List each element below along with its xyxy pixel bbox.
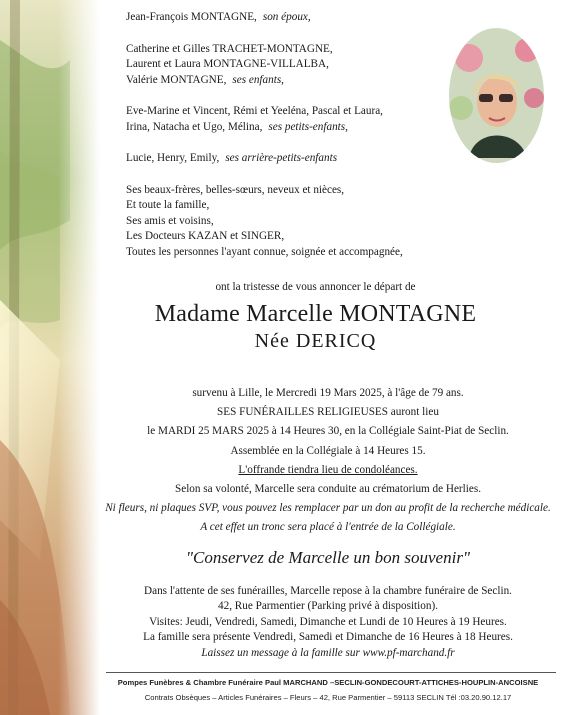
online-message-note: Laissez un message à la famille sur www.pf-marchand.fr bbox=[201, 647, 455, 659]
condolences-note: L'offrande tiendra lieu de condoléances. bbox=[238, 463, 418, 476]
announcement-intro: ont la tristesse de vous annoncer le départ de bbox=[215, 281, 416, 293]
grandchild-line: Eve-Marine et Vincent, Rémi et Yeeléna, Pascal et Laura, bbox=[126, 105, 383, 117]
grandchild-line: Irina, Natacha et Ugo, Mélina, ses petits-enfants, bbox=[126, 120, 348, 133]
spouse-line: Jean-François MONTAGNE, son époux, bbox=[126, 11, 311, 23]
memorial-quote: "Conservez de Marcelle un bon souvenir" bbox=[185, 548, 471, 567]
footer-divider bbox=[106, 672, 556, 673]
repose-line: Visites: Jeudi, Vendredi, Samedi, Dimanche et Lundi de 10 Heures à 19 Heures. bbox=[149, 615, 507, 628]
funeral-date: le MARDI 25 MARS 2025 à 14 Heures 30, en la Collégiale Saint-Piat de Seclin. bbox=[147, 425, 509, 438]
footer-company: Pompes Funèbres & Chambre Funéraire Paul MARCHAND –SECLIN-GONDECOURT-ATTICHES-HOUPLIN-ANCOISNE bbox=[117, 678, 539, 687]
relation-label: ses petits-enfants, bbox=[268, 120, 348, 133]
funeral-title: SES FUNÉRAILLES RELIGIEUSES auront lieu bbox=[217, 406, 439, 419]
child-line: Catherine et Gilles TRACHET-MONTAGNE, bbox=[126, 42, 333, 55]
repose-info bbox=[96, 584, 560, 646]
death-info: survenu à Lille, le Mercredi 19 Mars 2025, à l'âge de 79 ans. bbox=[192, 387, 464, 399]
assembly-info: Assemblée en la Collégiale à 14 Heures 15. bbox=[230, 444, 426, 457]
child-line: Laurent et Laura MONTAGNE-VILLALBA, bbox=[126, 58, 329, 70]
child-line: Valérie MONTAGNE, ses enfants, bbox=[126, 73, 284, 86]
other-family-line: Toutes les personnes l'ayant connue, soignée et accompagnée, bbox=[126, 245, 403, 258]
repose-line: La famille sera présente Vendredi, Samedi et Dimanche de 16 Heures à 18 Heures. bbox=[143, 631, 513, 644]
repose-line: 42, Rue Parmentier (Parking privé à disposition). bbox=[218, 600, 438, 613]
other-family-line: Ses beaux-frères, belles-sœurs, neveux et nièces, bbox=[126, 183, 345, 196]
repose-line: Dans l'attente de ses funérailles, Marcelle repose à la chambre funéraire de Seclin. bbox=[144, 585, 512, 597]
other-family-line: Les Docteurs KAZAN et SINGER, bbox=[126, 230, 285, 242]
no-flowers-note: Ni fleurs, ni plaques SVP, vous pouvez les remplacer par un don au profit de la recherche médicale. bbox=[105, 502, 551, 515]
portrait-photo bbox=[449, 28, 544, 163]
family-list bbox=[126, 10, 446, 276]
relation-label: ses arrière-petits-enfants bbox=[225, 152, 338, 164]
funeral-details bbox=[96, 384, 560, 538]
relation-label: son époux, bbox=[262, 11, 311, 23]
donation-box-note: A cet effet un tronc sera placé à l'entrée de la Collégiale. bbox=[200, 521, 456, 534]
other-family-line: Et toute la famille, bbox=[126, 199, 210, 211]
footer-contact: Contrats Obsèques – Articles Funéraires – Fleurs – 42, Rue Parmentier – 59113 SECLIN Tél :03.20.90.12.17 bbox=[144, 693, 512, 702]
maiden-name: Née DERICQ bbox=[254, 330, 377, 352]
other-family-line: Ses amis et voisins, bbox=[126, 214, 214, 227]
great-grandchild-line: Lucie, Henry, Emily, ses arrière-petits-enfants bbox=[126, 152, 338, 164]
deceased-name: Madame Marcelle MONTAGNE bbox=[154, 301, 477, 327]
cremation-info: Selon sa volonté, Marcelle sera conduite au crématorium de Herlies. bbox=[175, 483, 481, 496]
relation-label: ses enfants, bbox=[232, 73, 284, 86]
strip-fade bbox=[58, 0, 100, 715]
